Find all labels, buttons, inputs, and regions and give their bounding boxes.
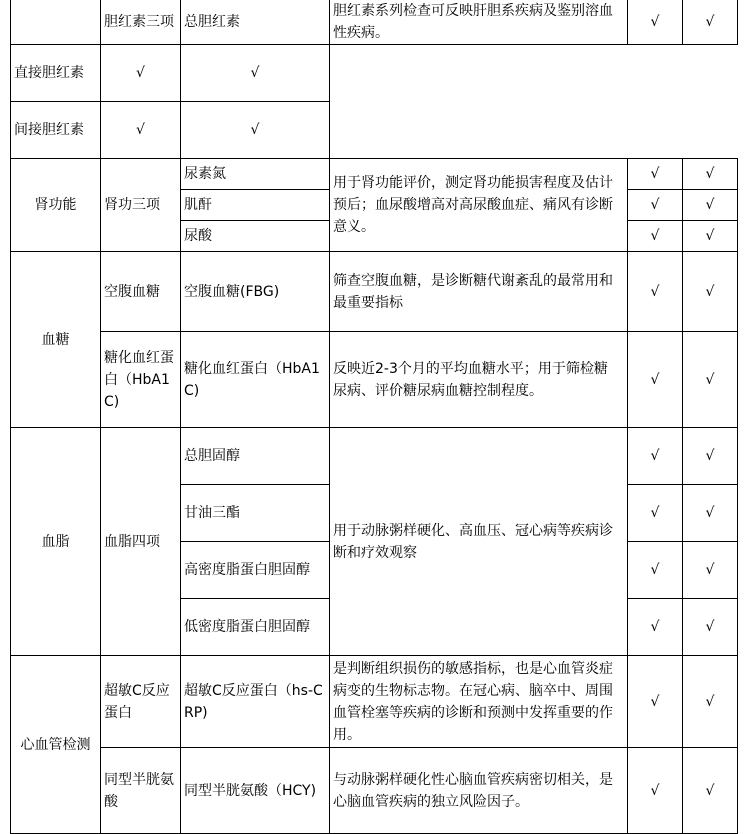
check-mark: √: [101, 45, 181, 102]
category-cell: 心血管检测: [11, 656, 101, 834]
check-mark: √: [683, 542, 738, 599]
item-cell: 间接胆红素: [11, 102, 101, 159]
table-row: [11, 656, 738, 748]
item-cell: 糖化血红蛋白（HbA1C): [181, 332, 330, 428]
check-mark: √: [683, 599, 738, 656]
check-mark: √: [181, 45, 330, 102]
table-row: [11, 748, 738, 834]
panel-cell: 同型半胱氨酸: [101, 748, 181, 834]
table-row: [11, 252, 738, 332]
check-mark: √: [628, 332, 683, 428]
table-row: [11, 159, 738, 190]
check-mark: √: [683, 656, 738, 748]
table-row: [11, 0, 738, 45]
check-mark: √: [683, 428, 738, 485]
category-cell: [11, 0, 101, 45]
item-cell: 超敏C反应蛋白（hs-CRP): [181, 656, 330, 748]
check-mark: √: [628, 159, 683, 190]
check-mark: √: [628, 190, 683, 221]
item-cell: 总胆固醇: [181, 428, 330, 485]
health-checkup-table: [10, 0, 738, 834]
check-mark: √: [628, 485, 683, 542]
description-cell: 是判断组织损伤的敏感指标，也是心血管炎症病变的生物标志物。在冠心病、脑卒中、周围血管栓塞等疾病的诊断和预测中发挥重要的作用。: [330, 656, 628, 748]
check-mark: √: [628, 599, 683, 656]
item-cell: 甘油三酯: [181, 485, 330, 542]
description-cell: 用于肾功能评价，测定肾功能损害程度及估计预后；血尿酸增高对高尿酸血症、痛风有诊断意义。: [330, 159, 628, 252]
item-cell: 尿酸: [181, 221, 330, 252]
category-cell: 血糖: [11, 252, 101, 428]
panel-cell: 血脂四项: [101, 428, 181, 656]
category-cell: 肾功能: [11, 159, 101, 252]
panel-cell: 糖化血红蛋白（HbA1C): [101, 332, 181, 428]
item-cell: 空腹血糖(FBG): [181, 252, 330, 332]
check-mark: √: [628, 428, 683, 485]
item-cell: 高密度脂蛋白胆固醇: [181, 542, 330, 599]
category-cell: 血脂: [11, 428, 101, 656]
panel-cell: 空腹血糖: [101, 252, 181, 332]
item-cell: 直接胆红素: [11, 45, 101, 102]
check-mark: √: [628, 221, 683, 252]
table-row: [11, 428, 738, 485]
item-cell: 低密度脂蛋白胆固醇: [181, 599, 330, 656]
check-mark: √: [683, 748, 738, 834]
check-mark: √: [628, 0, 683, 45]
check-mark: √: [683, 190, 738, 221]
check-mark: √: [181, 102, 330, 159]
check-mark: √: [628, 656, 683, 748]
check-mark: √: [628, 748, 683, 834]
item-cell: 肌酐: [181, 190, 330, 221]
check-mark: √: [683, 0, 738, 45]
description-cell: 反映近2-3个月的平均血糖水平；用于筛检糖尿病、评价糖尿病血糖控制程度。: [330, 332, 628, 428]
check-mark: √: [683, 159, 738, 190]
check-mark: √: [683, 485, 738, 542]
table-row: [11, 102, 738, 159]
description-cell: 与动脉粥样硬化性心脑血管疾病密切相关，是心脑血管疾病的独立风险因子。: [330, 748, 628, 834]
check-mark: √: [683, 221, 738, 252]
panel-cell: 肾功三项: [101, 159, 181, 252]
check-mark: √: [101, 102, 181, 159]
item-cell: 总胆红素: [181, 0, 330, 45]
check-mark: √: [683, 252, 738, 332]
description-cell: 胆红素系列检查可反映肝胆系疾病及鉴别溶血性疾病。: [330, 0, 628, 45]
description-cell: 用于动脉粥样硬化、高血压、冠心病等疾病诊断和疗效观察: [330, 428, 628, 656]
check-mark: √: [628, 542, 683, 599]
item-cell: 同型半胱氨酸（HCY): [181, 748, 330, 834]
check-mark: √: [628, 252, 683, 332]
panel-cell: 超敏C反应蛋白: [101, 656, 181, 748]
table-row: [11, 332, 738, 428]
item-cell: 尿素氮: [181, 159, 330, 190]
panel-cell: 胆红素三项: [101, 0, 181, 45]
table-row: [11, 45, 738, 102]
check-mark: √: [683, 332, 738, 428]
description-cell: 筛查空腹血糖，是诊断糖代谢紊乱的最常用和最重要指标: [330, 252, 628, 332]
